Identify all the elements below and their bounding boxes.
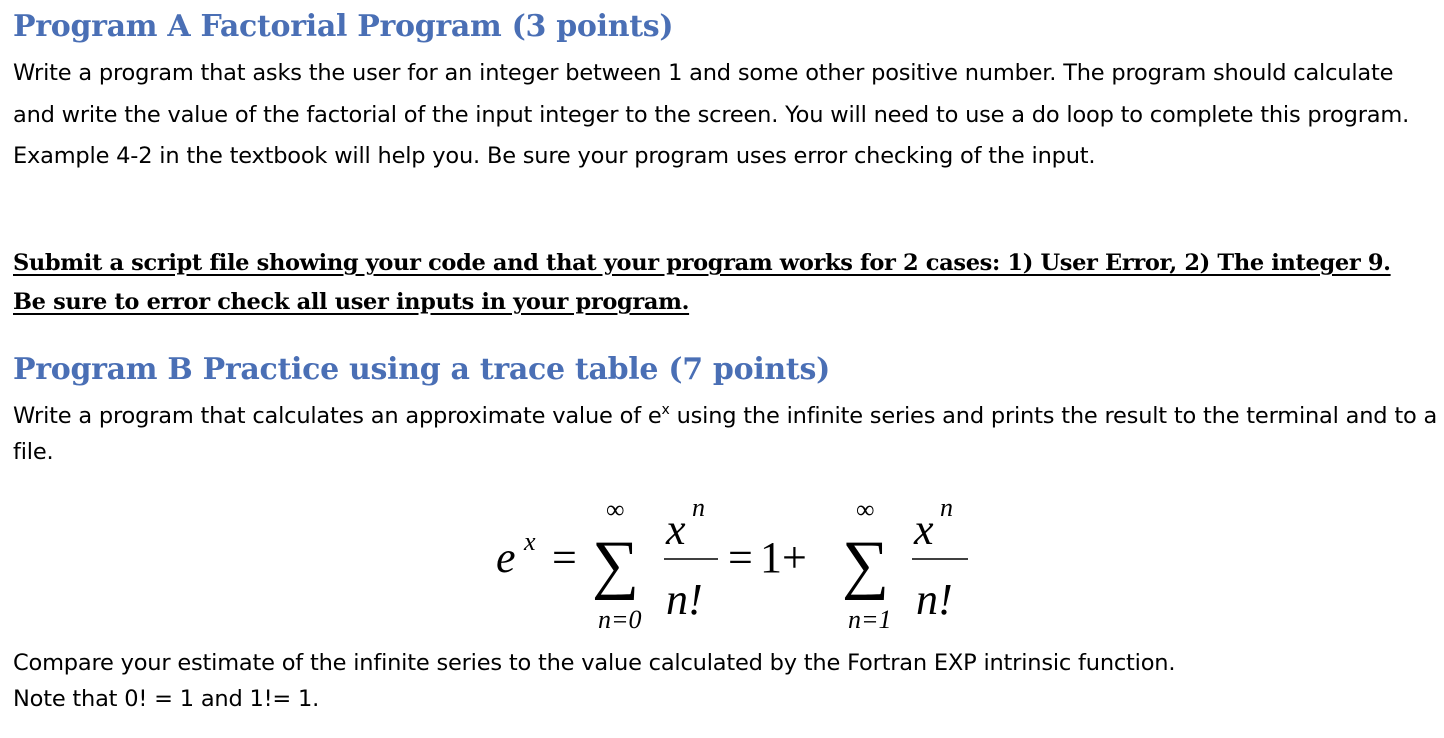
formula-sum1-symbol: ∑ [592,528,640,601]
program-a-description: Write a program that asks the user for an integer between 1 and some other positive number. The program should calculate and write the value of the factorial of the input integer to the screen. You will need to use a do loop to complete this program. Example 4-2 in the textbook will help you. Be sure your program uses error checking of the input. [13,60,1410,169]
formula-frac2-denominator: n! [916,575,953,624]
program-b-description-superscript: x [661,402,670,418]
program-b-compare-line: Compare your estimate of the infinite series to the value calculated by the Fortran EXP intrinsic function. [13,650,1176,676]
program-b-description [13,398,1438,470]
series-formula-graphic [480,490,1000,640]
program-b-description-before: Write a program that calculates an approximate value of e [13,403,662,429]
formula-sum1-lower-limit: n=0 [598,605,642,634]
series-formula [480,490,1000,640]
formula-equals-2: = [728,533,753,582]
formula-one-plus: 1+ [760,533,807,582]
formula-sum2-lower-limit: n=1 [848,605,892,634]
formula-frac1-denominator: n! [666,575,703,624]
formula-sum1-upper-limit: ∞ [606,495,625,524]
program-b-description-after: using the infinite series and prints the result to the terminal and to a file. [13,403,1438,465]
formula-lhs-exponent: x [524,527,536,556]
program-a-heading: Program A Factorial Program (3 points) [13,9,674,44]
program-b-note-line: Note that 0! = 1 and 1!= 1. [13,686,320,712]
program-b-heading: Program B Practice using a trace table (7 points) [13,352,830,387]
formula-frac1-numerator-base: x [666,505,686,554]
formula-frac2-numerator-base: x [914,505,934,554]
formula-frac1-numerator-exponent: n [692,493,705,522]
formula-frac2-numerator-exponent: n [940,493,953,522]
formula-sum2-symbol: ∑ [842,528,890,601]
formula-lhs-base: e [496,533,516,582]
program-a-submit-note: Submit a script file showing your code and that your program works for 2 cases: 1) User Error, 2) The integer 9. Be sure to error check all user inputs in your program. [13,250,1391,315]
formula-sum2-upper-limit: ∞ [856,495,875,524]
formula-equals-1: = [552,533,577,582]
